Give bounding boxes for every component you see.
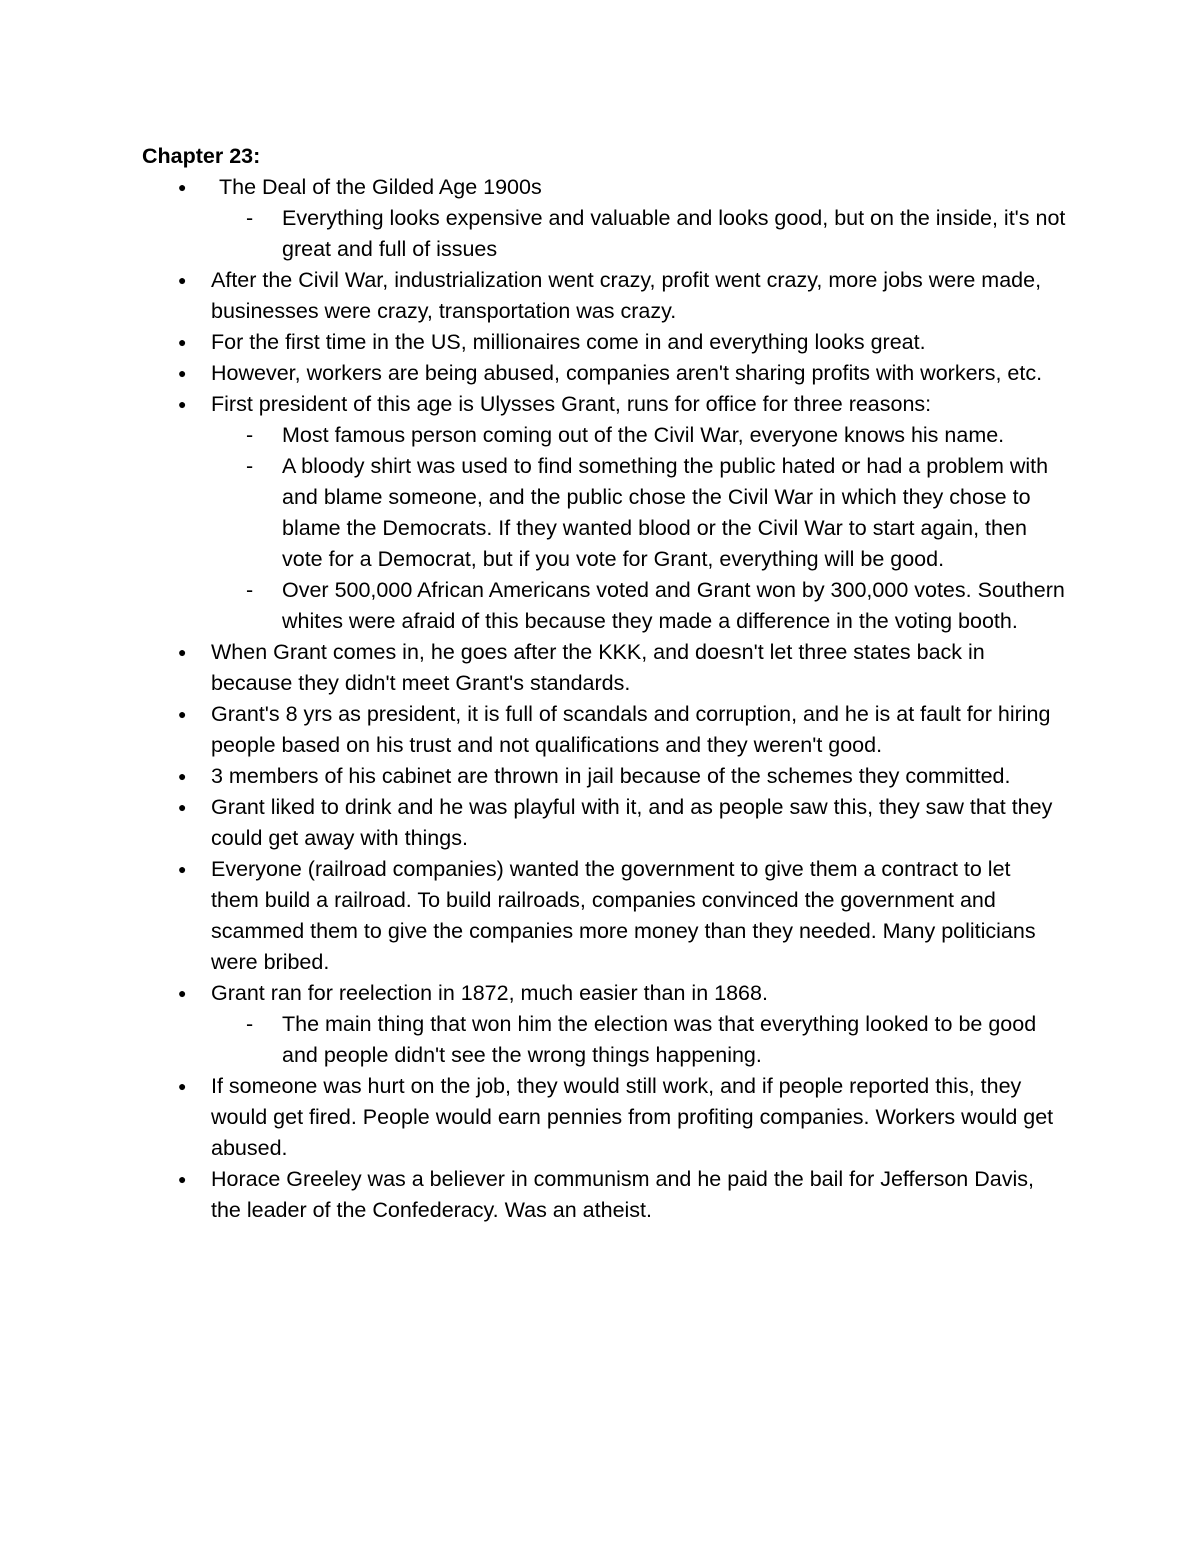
- dash-icon: -: [246, 1012, 254, 1036]
- bullet-item: [142, 327, 1062, 358]
- bullet-text: Grant liked to drink and he was playful with it, and as people saw this, they saw that they could get away with things.: [211, 795, 1053, 850]
- bullet-text: Grant's 8 yrs as president, it is full of scandals and corruption, and he is at fault for hiring people based on his trust and not qualifications and they weren't good.: [211, 702, 1051, 757]
- bullet-item: [142, 854, 1062, 978]
- bullet-text: Horace Greeley was a believer in communism and he paid the bail for Jefferson Davis, the leader of the Confederacy. Was an atheist.: [211, 1167, 1034, 1222]
- bullet-item: [142, 761, 1062, 792]
- sub-item-text: Most famous person coming out of the Civil War, everyone knows his name.: [282, 423, 1005, 447]
- bullet-text: When Grant comes in, he goes after the KKK, and doesn't let three states back in because they didn't meet Grant's standards.: [211, 640, 985, 695]
- sub-item-text: Everything looks expensive and valuable and looks good, but on the inside, it's not great and full of issues: [282, 206, 1066, 261]
- bullet-item: [142, 978, 1062, 1009]
- dash-icon: -: [246, 206, 254, 230]
- dash-icon: -: [246, 578, 254, 602]
- bullet-text: First president of this age is Ulysses Grant, runs for office for three reasons:: [211, 392, 932, 416]
- sub-item: [142, 451, 1072, 575]
- dash-icon: -: [246, 423, 254, 447]
- sub-item: [142, 1009, 1072, 1071]
- bullet-icon: ●: [178, 272, 187, 288]
- sub-item: [142, 203, 1072, 265]
- bullet-icon: ●: [178, 396, 187, 412]
- bullet-text: Everyone (railroad companies) wanted the government to give them a contract to let them build a railroad. To build railroads, companies convinced the government and scammed them to give the companies more money than they needed. Many politicians were bribed.: [211, 857, 1036, 974]
- bullet-item: [142, 699, 1062, 761]
- sub-item: [142, 575, 1072, 637]
- bullet-icon: ●: [178, 179, 187, 195]
- bullet-text: For the first time in the US, millionaires come in and everything looks great.: [211, 330, 926, 354]
- bullet-icon: ●: [178, 985, 187, 1001]
- bullet-icon: ●: [178, 334, 187, 350]
- bullet-item: [142, 358, 1062, 389]
- dash-icon: -: [246, 454, 254, 478]
- bullet-item: [142, 389, 1062, 420]
- bullet-icon: ●: [178, 365, 187, 381]
- bullet-text: Grant ran for reelection in 1872, much easier than in 1868.: [211, 981, 768, 1005]
- bullet-item: [142, 1164, 1062, 1226]
- bullet-item: [142, 637, 1062, 699]
- bullet-item: [142, 265, 1062, 327]
- bullet-text: The Deal of the Gilded Age 1900s: [219, 175, 542, 199]
- sub-item: [142, 420, 1072, 451]
- sub-item-text: A bloody shirt was used to find something the public hated or had a problem with and blame someone, and the public chose the Civil War in which they chose to blame the Democrats. If they wanted blood or the Civil War to start again, then vote for a Democrat, but if you vote for Grant, everything will be good.: [282, 454, 1049, 571]
- chapter-heading: Chapter 23:: [142, 144, 261, 168]
- bullet-text: However, workers are being abused, companies aren't sharing profits with workers, etc.: [211, 361, 1043, 385]
- sub-item-text: Over 500,000 African Americans voted and Grant won by 300,000 votes. Southern whites were afraid of this because they made a difference in the voting booth.: [282, 578, 1065, 633]
- bullet-icon: ●: [178, 1078, 187, 1094]
- bullet-item: [142, 792, 1062, 854]
- bullet-item: [142, 1071, 1062, 1164]
- bullet-icon: ●: [178, 799, 187, 815]
- bullet-icon: ●: [178, 1171, 187, 1187]
- bullet-item: [142, 172, 1062, 203]
- bullet-icon: ●: [178, 706, 187, 722]
- bullet-text: 3 members of his cabinet are thrown in jail because of the schemes they committed.: [211, 764, 1011, 788]
- bullet-text: If someone was hurt on the job, they would still work, and if people reported this, they would get fired. People would earn pennies from profiting companies. Workers would get abused.: [211, 1074, 1054, 1160]
- notes-content: [142, 141, 1072, 1226]
- bullet-text: After the Civil War, industrialization went crazy, profit went crazy, more jobs were made, businesses were crazy, transportation was crazy.: [211, 268, 1042, 323]
- bullet-icon: ●: [178, 861, 187, 877]
- bullet-icon: ●: [178, 644, 187, 660]
- bullet-icon: ●: [178, 768, 187, 784]
- sub-item-text: The main thing that won him the election was that everything looked to be good and people didn't see the wrong things happening.: [282, 1012, 1037, 1067]
